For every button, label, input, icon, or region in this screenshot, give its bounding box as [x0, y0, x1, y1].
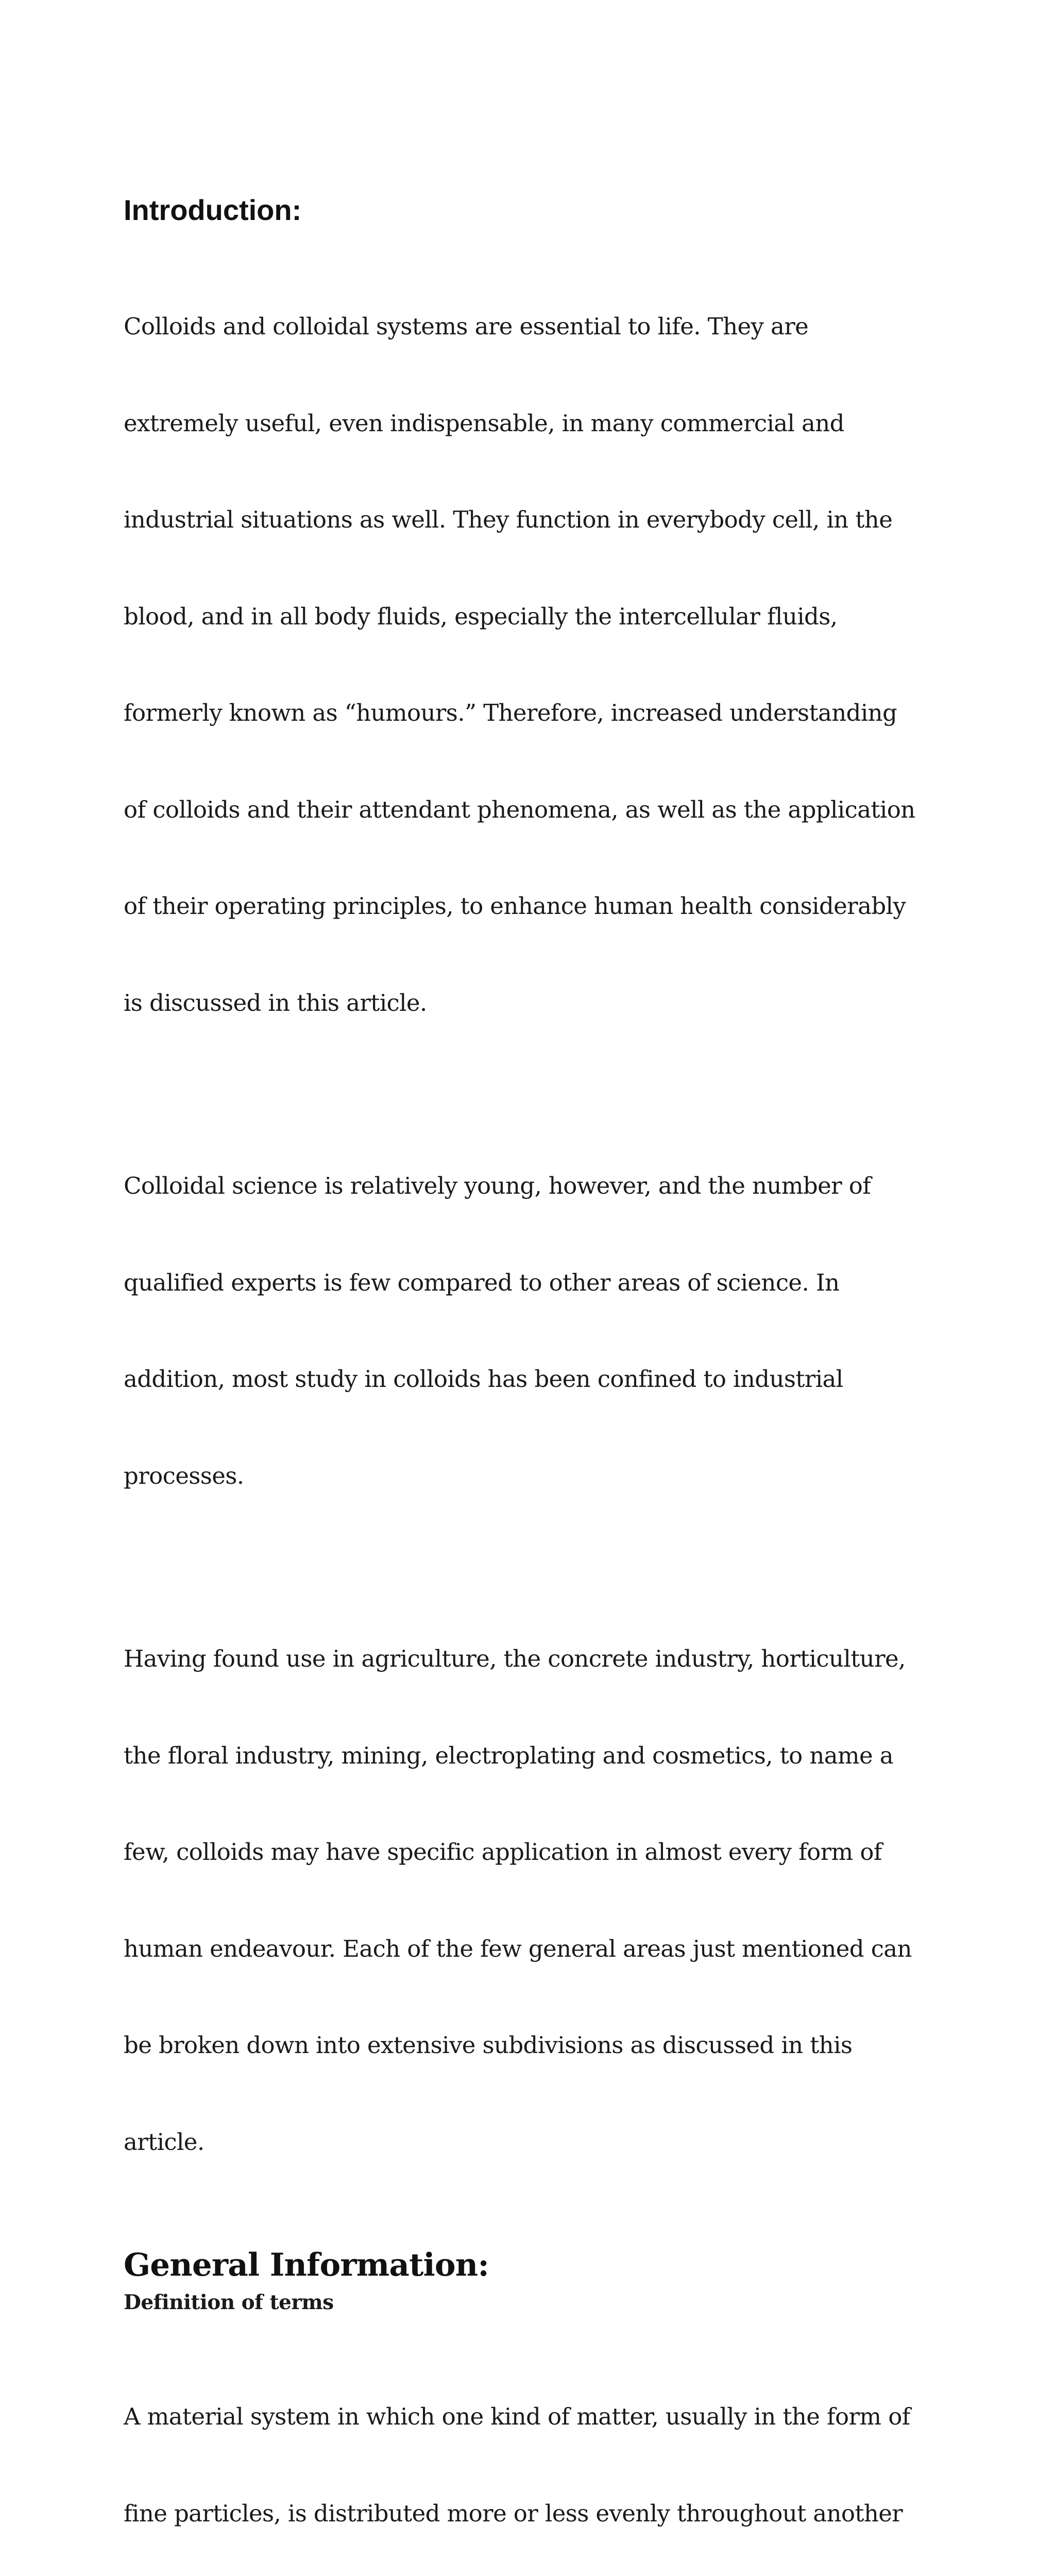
- text-line: addition, most study in colloids has been confined to industrial: [124, 1365, 843, 1393]
- text-line: qualified experts is few compared to other areas of science. In: [124, 1268, 840, 1296]
- text-line: blood, and in all body fluids, especially the intercellular fluids,: [124, 602, 838, 630]
- definition-of-terms-subheading: Definition of terms: [124, 2291, 334, 2314]
- text-line: Having found use in agriculture, the concrete industry, horticulture,: [124, 1645, 906, 1672]
- text-line: of their operating principles, to enhance human health considerably: [124, 892, 906, 920]
- introduction-heading: Introduction:: [124, 194, 302, 226]
- text-line: is discussed in this article.: [124, 989, 427, 1016]
- text-line: A material system in which one kind of matter, usually in the form of: [124, 2403, 910, 2430]
- general-information-heading: General Information:: [124, 2247, 489, 2283]
- introduction-paragraph-1: [124, 246, 938, 1083]
- text-line: of colloids and their attendant phenomena, as well as the application: [124, 795, 915, 823]
- document-body: [124, 192, 938, 2576]
- text-line: extremely useful, even indispensable, in many commercial and: [124, 409, 844, 437]
- text-line: Colloids and colloidal systems are essential to life. They are: [124, 313, 809, 340]
- introduction-paragraph-2: [124, 1106, 938, 1556]
- text-line: article.: [124, 2128, 205, 2156]
- text-line: industrial situations as well. They function in everybody cell, in the: [124, 506, 893, 533]
- text-line: few, colloids may have specific application in almost every form of: [124, 1838, 882, 1866]
- text-line: formerly known as “humours.” Therefore, increased understanding: [124, 699, 897, 726]
- text-line: the floral industry, mining, electroplating and cosmetics, to name a: [124, 1741, 893, 1769]
- text-line: processes.: [124, 1462, 244, 1489]
- text-line: Colloidal science is relatively young, however, and the number of: [124, 1172, 871, 1199]
- definition-paragraph: [124, 2336, 938, 2576]
- text-line: human endeavour. Each of the few general areas just mentioned can: [124, 1935, 912, 1962]
- text-line: be broken down into extensive subdivisions as discussed in this: [124, 2031, 853, 2059]
- introduction-paragraph-3: [124, 1579, 938, 2223]
- text-line: fine particles, is distributed more or less evenly throughout another: [124, 2499, 903, 2527]
